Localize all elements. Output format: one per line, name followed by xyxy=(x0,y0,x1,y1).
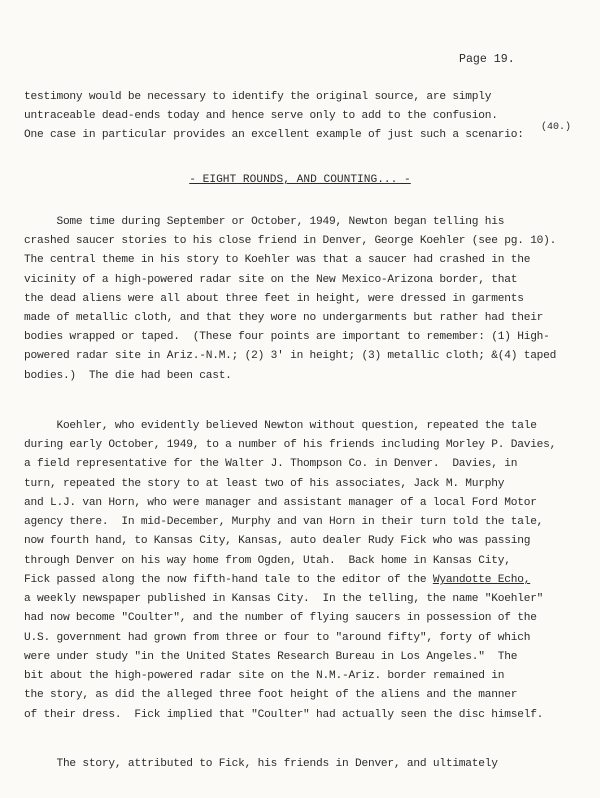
paragraph-2-line: had now become "Coulter", and the number of flying saucers in possession of the xyxy=(24,612,537,624)
paragraph-2-line: the story, as did the alleged three foot height of the aliens and the manner xyxy=(24,689,518,701)
paragraph-1-line: powered radar site in Ariz.-N.M.; (2) 3' in height; (3) metallic cloth; &(4) taped xyxy=(24,350,557,362)
paragraph-2-line: U.S. government had grown from three or four to "around fifty", forty of which xyxy=(24,632,531,644)
paragraph-2-line: were under study "in the United States Research Bureau in Los Angeles." The xyxy=(24,651,518,663)
paragraph-1-line: bodies wrapped or taped. (These four points are important to remember: (1) High- xyxy=(24,331,550,343)
paragraph-2-line: turn, repeated the story to at least two of his associates, Jack M. Murphy xyxy=(24,478,505,490)
paragraph-1-line: The central theme in his story to Koehler was that a saucer had crashed in the xyxy=(24,254,531,266)
paragraph-1-line: vicinity of a high-powered radar site on the New Mexico-Arizona border, that xyxy=(24,274,518,286)
paragraph-1-line: crashed saucer stories to his close friend in Denver, George Koehler (see pg. 10). xyxy=(24,235,557,247)
section-heading xyxy=(0,174,600,186)
paragraph-2-line: agency there. In mid-December, Murphy and van Horn in their turn told the tale, xyxy=(24,516,544,528)
paragraph-2-line: through Denver on his way home from Ogden, Utah. Back home in Kansas City, xyxy=(24,555,511,567)
paragraph-1-line: the dead aliens were all about three feet in height, were dressed in garments xyxy=(24,293,524,305)
footnote-reference: (40.) xyxy=(541,122,572,133)
intro-line: One case in particular provides an excellent example of just such a scenario: xyxy=(24,129,524,141)
page-number: Page 19. xyxy=(459,53,515,66)
paragraph-2-line: of their dress. Fick implied that "Coulter" had actually seen the disc himself. xyxy=(24,709,544,721)
intro-line: untraceable dead-ends today and hence serve only to add to the confusion. xyxy=(24,110,498,122)
paragraph-2-line: now fourth hand, to Kansas City, Kansas, auto dealer Rudy Fick who was passing xyxy=(24,535,531,547)
paragraph-1-line: Some time during September or October, 1949, Newton began telling his xyxy=(24,216,505,228)
paragraph-3-line: The story, attributed to Fick, his friends in Denver, and ultimately xyxy=(24,758,498,770)
paragraph-1-line: bodies.) The die had been cast. xyxy=(24,370,232,382)
newspaper-name: Wyandotte Echo, xyxy=(432,574,531,586)
paragraph-2-line: and L.J. van Horn, who were manager and assistant manager of a local Ford Motor xyxy=(24,497,537,509)
paragraph-2-line: during early October, 1949, to a number of his friends including Morley P. Davies, xyxy=(24,439,557,451)
paragraph-2-line: a field representative for the Walter J. Thompson Co. in Denver. Davies, in xyxy=(24,458,518,470)
section-heading-text: - EIGHT ROUNDS, AND COUNTING... - xyxy=(189,174,411,186)
paragraph-2-text: Fick passed along the now fifth-hand tale to the editor of the xyxy=(24,574,433,586)
paragraph-2-line xyxy=(24,574,530,586)
paragraph-2-line: Koehler, who evidently believed Newton without question, repeated the tale xyxy=(24,420,537,432)
paragraph-2-line: bit about the high-powered radar site on the N.M.-Ariz. border remained in xyxy=(24,670,505,682)
paragraph-2-line: a weekly newspaper published in Kansas City. In the telling, the name "Koehler" xyxy=(24,593,544,605)
intro-line: testimony would be necessary to identify the original source, are simply xyxy=(24,91,492,103)
paragraph-1-line: made of metallic cloth, and that they wore no undergarments but rather had their xyxy=(24,312,544,324)
